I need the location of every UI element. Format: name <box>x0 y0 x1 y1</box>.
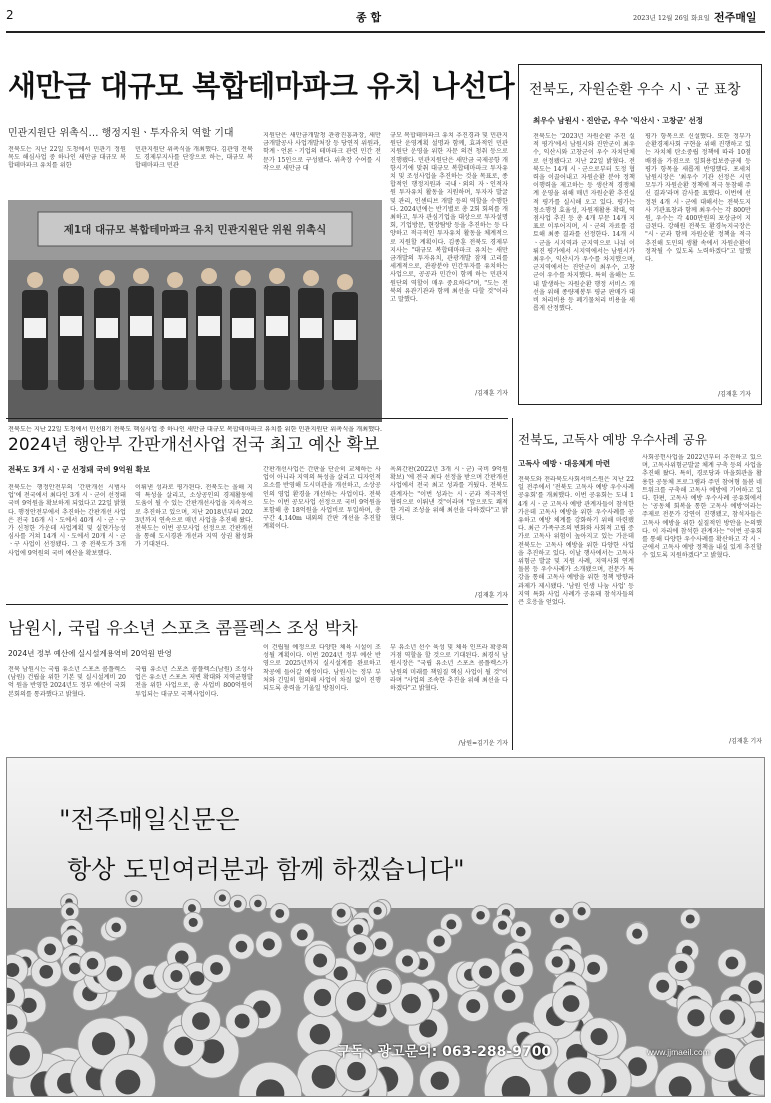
sunflower-center <box>632 929 642 939</box>
sunflower-center <box>66 908 74 916</box>
sunflower-center <box>656 980 669 993</box>
sunflower-center <box>466 999 480 1013</box>
byline: /김재훈 기자 <box>475 390 508 397</box>
subheadline: 고독사 예방ㆍ대응체계 마련 <box>518 459 611 468</box>
sunflower-center <box>516 927 526 937</box>
sunflower-center <box>591 1028 608 1045</box>
sunflower-center <box>234 900 242 908</box>
headline: 전북도, 자원순환 우수 시ㆍ군 표창 <box>529 82 741 98</box>
article-text-col1: 전북도는 행정안전부의 '간판개선 시범사업'에 전국에서 최다인 3개 시ㆍ군이 선정돼 국비 9억원을 확보하게 되었다고 22일 밝혔다. 행정안전부에서 추진하는 간판개선 사업은 전국 16개 시ㆍ도에서 40개 시ㆍ군ㆍ구가 신청한 가운데 사업계획 및 실현가능성 심사를 거쳐 14개 시ㆍ도에서 20개 시ㆍ군ㆍ구 사업이 선정됐다. 그 중 전북도가 3개 사업에 9억원의 국비 예산을 확보했다. <box>8 484 126 557</box>
subheadline: 최우수 남원시ㆍ진안군, 우수 '익산시ㆍ고창군' 선정 <box>533 116 704 125</box>
photo-banner-text: 제1대 대규모 복합테마파크 유치 민관지원단 위원 위촉식 <box>63 224 327 236</box>
sunflower-center <box>675 961 687 973</box>
article-text-col1: 전북도와 전라북도사회서비스원은 지난 22일 전주에서 '전북도 고독사 예방 우수사례 공유회'를 개최했다. 이번 공유회는 도내 14개 시ㆍ군 고독사 예방 관계자들이 참석한 가운데 고독사 예방을 위한 우수사례를 공유하고 예방 체계를 강화하기 위해 마련됐다. 최근 가족구조의 변화와 사회적 고립 증가로 고독사 위험이 높아지고 있는 가운데 전북도는 고독사 예방을 위한 다양한 사업을 추진하고 있다. 이날 행사에서는 고독사 위험군 발굴 및 지원 사례, 지역사회 연계 돌봄 등 우수사례가 소개됐으며, 전문가 특강을 통해 고독사 예방을 위한 정책 방향과 과제가 제시됐다. '남원 인생 나눔 사업' 등 지역 특화 사업 사례가 공유돼 참석자들의 큰 호응을 얻었다. <box>518 476 634 607</box>
article-text-col4: 옥외간판(2022년 3개 시ㆍ군) 국비 9억원 확보) '에 전국 최다 선정을 받으며 간판개선 사업에서 전국 최고 성과를 거뒀다. 전북도 관계자는 "이번 성과는 시ㆍ군과 적극적인 협력으로 이뤄낸 것"이라며 "앞으로도 쾌적한 거리 조성을 위해 최선을 다하겠다"고 밝혔다. <box>390 466 508 523</box>
sunflower-center <box>254 900 262 908</box>
section-name: 종 합 <box>356 11 382 24</box>
headline: 2024년 행안부 간판개선사업 전국 최고 예산 확보 <box>8 435 380 455</box>
sunflower-center <box>715 1048 736 1069</box>
subheadline: 전북도 3개 시ㆍ군 선정돼 국비 9억원 확보 <box>8 465 151 474</box>
article-youth-sports-complex <box>8 610 508 750</box>
sunflower-center <box>687 1009 704 1026</box>
page-number: 2 <box>6 8 14 22</box>
sunflower-center <box>312 1065 336 1089</box>
subheadline: 민관지원단 위촉식… 행정지원ㆍ투자유치 역할 기대 <box>8 128 234 139</box>
article-text-col2: 민관지원단 위촉식을 개최했다. 김관영 전북도 경제부지사를 단장으로 하는, 대규모 복합테마파크 민관 <box>135 146 253 170</box>
page-header <box>6 6 765 32</box>
sunflower-center <box>479 966 492 979</box>
article-text-col3: 지원단은 새만금개발청 관광진흥과장, 새만금개발공사 사업개발처장 등 당연직 위원과, 학계ㆍ언론ㆍ기업의 테마파크 관련 민간 전문가 15인으로 구성됐다. 위촉장 수여를 시작으로 새만금 대 <box>263 132 381 172</box>
sunflower-center <box>313 954 327 968</box>
article-text-col2: 국립 유소년 스포츠 콤플렉스(남원) 조성사업은 유소년 스포츠 저변 확대와 지역균형발전을 위한 사업으로, 총 사업비 800억원이 투입되는 대규모 국책사업이다. <box>135 666 253 698</box>
sunflower-center <box>563 995 580 1012</box>
sunflower-center <box>498 921 507 930</box>
ad-website: www.jjmaeil.com <box>647 1047 710 1057</box>
sunflower-center <box>720 1009 735 1024</box>
sunflower-center <box>510 962 525 977</box>
ad-slogan-line1: "전주매일신문은 <box>59 805 240 834</box>
byline: /김재훈 기자 <box>729 738 762 745</box>
paper-name: 전주매일 <box>714 11 757 24</box>
sunflower-center <box>235 1014 250 1029</box>
sunflower-center <box>347 992 366 1011</box>
sunflower-center <box>374 907 382 915</box>
byline: /김재훈 기자 <box>718 391 751 398</box>
sunflower-center <box>175 950 188 963</box>
sunflower-center <box>192 1012 210 1030</box>
article-text-col4: 부 유소년 선수 육성 및 체육 인프라 확충의 거점 역할을 할 것으로 기대된다. 최경식 남원시장은 "국립 유소년 스포츠 콤플렉스가 남원의 미래를 책임질 핵심 사업이 될 것"이라며 "사업의 조속한 추진을 위해 최선을 다하겠다"고 밝혔다. <box>390 644 508 693</box>
subheadline: 2024년 정부 예산에 실시설계용역비 20억원 반영 <box>8 649 172 658</box>
sunflower-center <box>275 909 284 918</box>
sunflower-center <box>310 1024 331 1045</box>
sunflower-center <box>686 914 695 923</box>
sunflower-center <box>402 955 413 966</box>
sunflower-center <box>353 924 363 934</box>
sunflower-center <box>130 895 137 902</box>
sunflower-center <box>92 1032 115 1055</box>
sunflower-center <box>748 980 762 994</box>
sunflower-center <box>726 957 739 970</box>
sunflower-center <box>174 1037 193 1056</box>
ad-contact: 구독ㆍ광고문의: 063-288-9700 <box>337 1044 552 1060</box>
byline: /김재훈 기자 <box>475 592 508 599</box>
sunflower-center <box>210 962 223 975</box>
sunflower-center <box>377 979 392 994</box>
article-text-col1: 전북도는 지난 22일 도청에서 민관기 정원목도 해심사업 중 하나인 새만금 대규모 복합테마파크 유치를 위한 <box>8 146 126 170</box>
sunflower-center <box>628 1057 647 1076</box>
sunflower-center <box>375 938 387 950</box>
sunflower-center <box>44 943 56 955</box>
article-text-col1: 전북 남원시는 국립 유소년 스포츠 콤플렉스(남원) 건립을 위한 기본 및 실시설계비 20억 원을 반영한 2024년도 정부 예산이 국회 본회의를 통과했다고 밝혔다. <box>8 666 126 698</box>
sunflower-center <box>354 942 367 955</box>
photo-caption: 전북도는 지난 22일 도청에서 민선8기 전북도 핵심사업 중 하나인 새만금 대규모 복합테마파크 유치를 위한 민관지원단 위촉식을 개최했다. <box>8 426 382 433</box>
sunflower-center <box>39 965 53 979</box>
sunflower-center <box>334 966 348 980</box>
newspaper-advertisement <box>6 757 765 1097</box>
sunflower-center <box>297 929 308 940</box>
sunflower-center <box>431 1072 449 1090</box>
sunflower-center <box>188 904 196 912</box>
sunflower-center <box>314 989 331 1006</box>
article-text-col2: 평가 항목으로 신설했다. 또한 정부가 순환경제사회 구현을 위해 진행하고 있는 자치체 탄소중립 정책에 따라 10점 배점을 가점으로 일회용컵보증금제 등 평가 항목을 새롭게 반영했다. 포세치 남원시장은 '최우수 기관 선정은 시민 모두가 자원순환 정책에 적극 동참해 주신 결과'라며 감사를 표했다. 이번에 선정된 4개 시ㆍ군에 대해서는 전북도지사 기관표창과 함께 최우수는 각 800만원, 우수는 각 400만원의 포상금이 지급된다. 강해원 전북도 환경녹지국장은 "시ㆍ군과 함께 자원순환 정책을 적극 추진해 도민의 생활 속에서 자원순환이 정착될 수 있도록 노력하겠다"고 말했다. <box>645 133 751 264</box>
sunflower-center <box>170 970 182 982</box>
sunflower-center <box>87 958 98 969</box>
sunflower-center <box>190 971 204 985</box>
sunflower-center <box>446 919 456 929</box>
article-text-col3: 이 건립될 예정으로 다양한 체육 시설이 조성될 계획이다. 이번 2024년 정부 예산 반영으로 2025년까지 실시설계를 완료하고 착공에 들어갈 예정이다. 남원시는 정부 부처와 긴밀히 협의해 사업이 차질 없이 진행되도록 총력을 기울일 방침이다. <box>263 644 381 693</box>
sunflower-center <box>189 918 198 927</box>
article-lonely-death-prevention <box>518 424 764 750</box>
article-text-col2: 사회공헌사업을 2022년부터 추진하고 있으며, 고독사위험군발굴 체계 구축 등의 사업을 추진해 왔다. 특히, 경로당과 마을회관을 활용한 공동체 프로그램과 주민 참여형 돌봄 네트워크를 구축해 고독사 예방에 기여하고 있다. 한편, 고독사 예방 우수사례 공유회에서는 '공동체 회복을 통한 고독사 예방'이라는 주제로 전문가 강연이 진행됐고, 참석자들은 고독사 예방을 위한 실질적인 방안을 논의했다. 이 자리에 참석한 관계자는 "이번 공유회를 통해 다양한 우수사례를 확산하고 각 시ㆍ군에서 고독사 예방 정책을 내실 있게 추진할 수 있도록 지원하겠다"고 밝혔다. <box>642 454 762 560</box>
sunflower-center <box>219 894 226 901</box>
article-signboard-budget <box>8 424 508 600</box>
sunflower-center <box>67 935 77 945</box>
sunflower-center <box>111 923 121 933</box>
sunflower-center <box>476 911 485 920</box>
headline: 남원시, 국립 유소년 스포츠 콤플렉스 조성 박차 <box>8 619 358 639</box>
article-text-col2: 이뤄낸 성과로 평가된다. 전북도는 올해 지역 특성을 살리고, 소상공인의 경제활동에 도움이 될 수 있는 간판개선사업을 지속적으로 추진하고 있으며, 지난 2018년부터 2023년까지 연속으로 매년 사업을 추진해 왔다. 전북도는 이번 공모사업 선정으로 간판개선을 통해 도시경관 개선과 지역 상권 활성화가 기대된다. <box>135 484 253 549</box>
sunflower-center <box>106 966 122 982</box>
article-theme-park <box>8 40 515 433</box>
ad-slogan-line2: 항상 도민여러분과 함께 하겠습니다" <box>67 855 465 884</box>
sunflower-center <box>502 989 516 1003</box>
article-resource-recycling <box>518 64 762 405</box>
news-photo <box>8 200 382 422</box>
sunflower-center <box>69 963 81 975</box>
sunflower-center <box>552 956 563 967</box>
sunflower-center <box>347 1062 366 1081</box>
headline: 새만금 대규모 복합테마파크 유치 나선다 <box>8 69 515 103</box>
article-text-col4: 규모 복합테마파크 유치 추진경과 및 민관지원단 운영계획 설명과 함께, 효과적인 민관지원단 운영을 위한 자문 의견 청취 등으로 진행됐다. 민관지원단은 새만금 국제공항 개항시기에 맞춰 대규모 복합테마파크 투자유치 및 조성사업을 추진하는 것을 목표로, 종합적인 행정지원과 국내ㆍ외의 자ㆍ인적자원 투자유치 활동을 지원하며, 투자자 발굴 및 관리, 인센티브 개발 등의 역할을 수행한다. 2024년에는 반기별로 총 2회 회의를 개최하고, 투자 관심기업을 대상으로 투자설명회, 기업방문, 현장탐방 등을 추진하는 등 다양하고 적극적인 투자유치 활동을 체계적으로 지원할 계획이다. 김종훈 전북도 경제부지사는 "대규모 복합테마파크 유치는 새만금개발의 투자유치, 관광개발 잠재 고리를 세계적으로, 관광분야 민간투자를 유치하는 사업으로, 공공과 민간이 함께 하는 민관지원단의 역할이 매우 중요하다"며, "도는 전북의 유관기관과 함께 최선을 다할 것"이라고 말했다. <box>390 132 508 304</box>
sunflower-center <box>587 962 600 975</box>
sunflower-center <box>115 1070 140 1095</box>
sunflower-center <box>434 935 445 946</box>
sunflower-center <box>568 1071 591 1094</box>
sunflower-center <box>402 994 421 1013</box>
article-text-col1: 전북도는 '2023년 자원순환 추진 실적 평가'에서 남원시와 진안군이 최우수, 익산시와 고창군이 우수 자치단체로 선정됐다고 지난 22일 밝혔다. 전북도는 14개 시ㆍ군으로부터 도정 협력을 이끌어내고 자원순환 분야 정책 이행력을 제고하는 등 생산적 경쟁체계 운영을 위해 매년 자원순환 추진실적 평가를 실시해 오고 있다. 평가는 청소행정 효율성, 자원재활용 확대, 역점사업 추진 등 총 4개 부문 14개 지표로 이루어지며, 시ㆍ군의 자료를 검토해 최종 결과를 선정한다. 14개 시ㆍ군을 시지역과 군지역으로 나눠 이뤄진 평가에서 시지역에서는 남원시가 최우수, 익산시가 우수를 차지했으며, 군지역에서는 진안군이 최우수, 고창군이 우수를 차지했다. 특히 올해는 도내 발생하는 자원순환 행정 서비스 개선을 위해 종량제봉투 평균 판매가 대비 처리비용 등 폐기물처리 비용을 새롭게 산정했다. <box>533 133 635 313</box>
byline: /남원=김기운 기자 <box>458 740 508 747</box>
sunflower-center <box>9 1045 30 1066</box>
sunflower-center <box>555 914 564 923</box>
issue-date: 2023년 12월 26일 화요일 <box>633 14 710 22</box>
sunflower-center <box>577 907 585 915</box>
sunflower-center <box>263 938 275 950</box>
sunflower-center <box>236 941 248 953</box>
article-text-col3: 간판개선사업은 간판을 단순히 교체하는 사업이 아니라 지역의 특성을 살리고 디자인적 요소를 반영해 도시미관을 개선하고, 소상공인의 영업 환경을 개선하는 사업이다. 전북도는 이번 공모사업 선정으로 국비 9억원을 포함해 총 18억원을 사업비로 투입하며, 총 구간 4,140m 내외의 간판 개선을 추진할 계획이다. <box>263 466 381 531</box>
headline: 전북도, 고독사 예방 우수사례 공유 <box>518 432 707 447</box>
sunflower-center <box>337 909 346 918</box>
